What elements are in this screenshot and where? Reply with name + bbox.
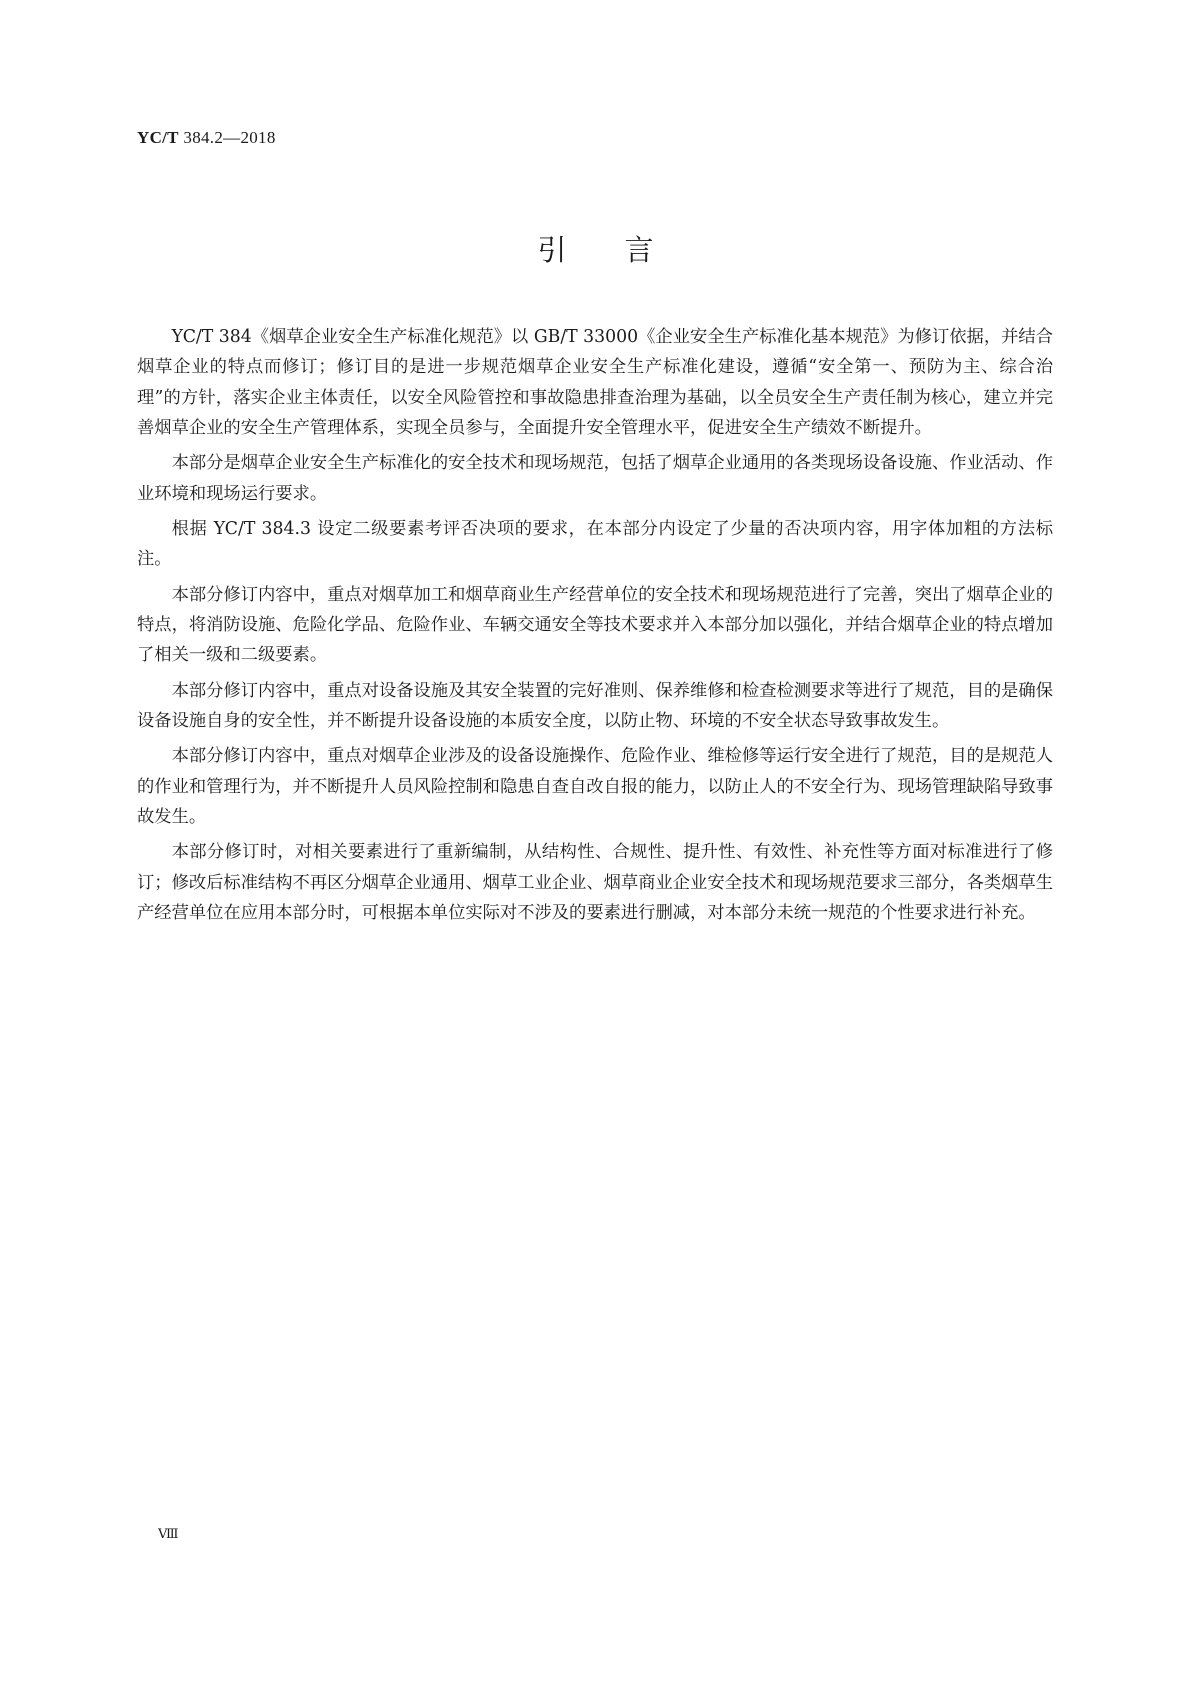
document-header <box>137 128 276 148</box>
page-number: Ⅷ <box>158 1526 178 1541</box>
paragraph: YC/T 384《烟草企业安全生产标准化规范》以 GB/T 33000《企业安全生产标准化基本规范》为修订依据，并结合烟草企业的特点而修订；修订目的是进一步规范烟草企业安全生产标准化建设，遵循“安全第一、预防为主、综合治理”的方针，落实企业主体责任，以安全风险管控和事故隐患排查治理为基础，以全员安全生产责任制为核心，建立并完善烟草企业的安全生产管理体系，实现全员参与，全面提升安全管理水平，促进安全生产绩效不断提升。 <box>137 327 1053 439</box>
introduction-body <box>137 322 1053 933</box>
paragraph: 本部分修订时，对相关要素进行了重新编制，从结构性、合规性、提升性、有效性、补充性等方面对标准进行了修订；修改后标准结构不再区分烟草企业通用、烟草工业企业、烟草商业企业安全技术和现场规范要求三部分，各类烟草生产经营单位在应用本部分时，可根据本单位实际对不涉及的要素进行删减，对本部分未统一规范的个性要求进行补充。 <box>137 842 1053 924</box>
paragraph: 本部分修订内容中，重点对设备设施及其安全装置的完好准则、保养维修和检查检测要求等进行了规范，目的是确保设备设施自身的安全性，并不断提升设备设施的本质安全度，以防止物、环境的不安全状态导致事故发生。 <box>137 680 1053 732</box>
paragraph: 根据 YC/T 384.3 设定二级要素考评否决项的要求，在本部分内设定了少量的否决项内容，用字体加粗的方法标注。 <box>137 519 1053 570</box>
standard-code: YC/T <box>137 128 179 147</box>
page-title: 引言 <box>537 233 712 267</box>
standard-number: 384.2—2018 <box>183 128 276 147</box>
paragraph: 本部分修订内容中，重点对烟草加工和烟草商业生产经营单位的安全技术和现场规范进行了完善，突出了烟草企业的特点，将消防设施、危险化学品、危险作业、车辆交通安全等技术要求并入本部分加以强化，并结合烟草企业的特点增加了相关一级和二级要素。 <box>137 584 1053 666</box>
paragraph: 本部分是烟草企业安全生产标准化的安全技术和现场规范，包括了烟草企业通用的各类现场设备设施、作业活动、作业环境和现场运行要求。 <box>137 453 1053 504</box>
paragraph: 本部分修订内容中，重点对烟草企业涉及的设备设施操作、危险作业、维检修等运行安全进行了规范，目的是规范人的作业和管理行为，并不断提升人员风险控制和隐患自查自改自报的能力，以防止人的不安全行为、现场管理缺陷导致事故发生。 <box>137 746 1053 828</box>
